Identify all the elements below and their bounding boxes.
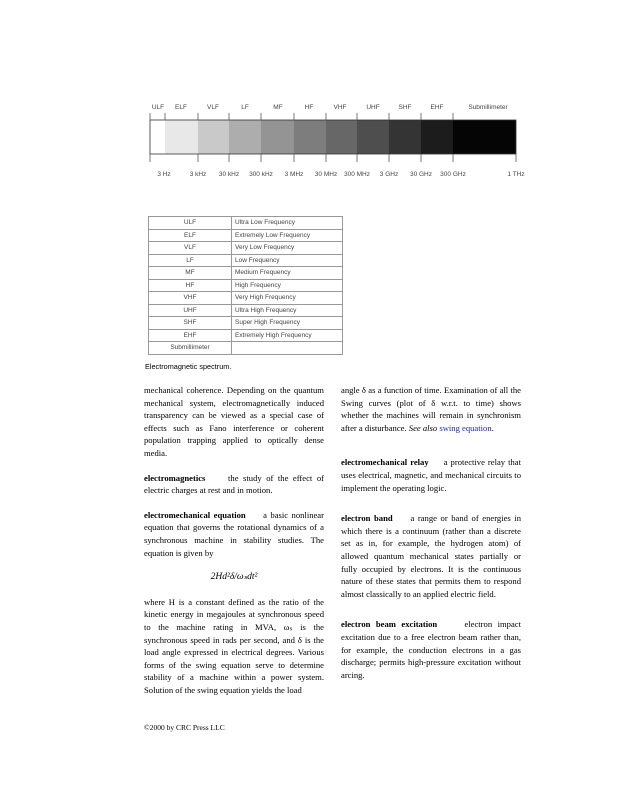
band-meaning: Low Frequency — [232, 254, 343, 267]
frequency-tick-label: 300 kHz — [249, 171, 273, 178]
frequency-band-table — [148, 216, 343, 355]
band-label: VHF — [333, 104, 347, 111]
table-row — [149, 304, 343, 317]
band-meaning: Ultra Low Frequency — [232, 217, 343, 230]
term: electromechanical relay — [341, 457, 429, 468]
band-meaning: Very Low Frequency — [232, 242, 343, 255]
band-abbreviation: ELF — [149, 229, 232, 242]
frequency-tick-label: 3 kHz — [189, 171, 207, 178]
band-meaning — [232, 342, 343, 355]
band-abbreviation: ULF — [149, 217, 232, 230]
table-row — [149, 279, 343, 292]
band-label: UHF — [366, 104, 380, 111]
band-abbreviation: MF — [149, 267, 232, 280]
frequency-tick-label: 1 THz — [507, 171, 525, 178]
band-ulf — [150, 120, 165, 154]
definition: the study of the effect of electric charges at rest and in motion. — [144, 472, 324, 496]
band-vlf — [198, 120, 229, 154]
table-row — [149, 329, 343, 342]
band-vhf — [326, 120, 357, 154]
entry-electron-band — [341, 512, 521, 600]
band-mf — [261, 120, 294, 154]
definition: a range or band of energies in which there is a continuum (rather than a discrete set as in, for example, the hydrogen atom) of allowed quantum mechanical states partially or fully occupied by electrons. It is the continuous nature of these states that permits them to respond almost classically to an applied electric field. — [341, 513, 521, 599]
band-label: MF — [273, 104, 283, 111]
spectrum-figure — [0, 0, 617, 200]
band-label: LF — [241, 104, 249, 111]
band-meaning: Medium Frequency — [232, 267, 343, 280]
band-meaning: Extremely Low Frequency — [232, 229, 343, 242]
frequency-tick-label: 30 kHz — [218, 171, 240, 178]
band-label: EHF — [430, 104, 444, 111]
table-row — [149, 229, 343, 242]
band-hf — [294, 120, 326, 154]
term: electron beam excitation — [341, 619, 438, 630]
entry-electromechanical-relay — [341, 456, 521, 494]
band-abbreviation: VLF — [149, 242, 232, 255]
band-label: Submillimeter — [468, 104, 508, 111]
term: electron band — [341, 513, 393, 524]
band-abbreviation: SHF — [149, 317, 232, 330]
table-row — [149, 317, 343, 330]
frequency-tick-label: 30 MHz — [314, 171, 338, 178]
frequency-tick-label: 300 MHz — [343, 171, 371, 178]
band-label: SHF — [398, 104, 412, 111]
left-column — [144, 384, 324, 696]
frequency-tick-label: 3 MHz — [284, 171, 304, 178]
see-also-link[interactable]: swing equation — [439, 422, 492, 433]
table-row — [149, 254, 343, 267]
figure-caption: Electromagnetic spectrum. — [145, 362, 232, 371]
band-label: HF — [304, 104, 314, 111]
table-row — [149, 217, 343, 230]
band-uhf — [357, 120, 389, 154]
band-meaning: High Frequency — [232, 279, 343, 292]
frequency-tick-label: 3 Hz — [157, 171, 171, 178]
continuation-text: mechanical coherence. Depending on the quantum mechanical system, electromagnetically induced transparency can be viewed as a special case of effects such as Fano interference or coherent population trapping applied to optically dense media. — [144, 385, 324, 458]
band-abbreviation: EHF — [149, 329, 232, 342]
band-abbreviation: Submillimeter — [149, 342, 232, 355]
band-elf — [165, 120, 198, 154]
band-label: VLF — [207, 104, 219, 111]
term: electromechanical equation — [144, 509, 246, 520]
band-ehf — [421, 120, 453, 154]
band-meaning: Very High Frequency — [232, 292, 343, 305]
equation-explanation: where H is a constant defined as the ratio of the kinetic energy in megajoules at synchronous speed to the machine rating in MVA, ωₛ is the synchronous speed in rads per second, and δ is the load angle expressed in electrical degrees. Various forms of the swing equation serve to determine stability of a machine within a power system. Solution of the swing equation yields the load — [144, 596, 324, 695]
see-also-label: See also — [408, 422, 438, 433]
table-row — [149, 267, 343, 280]
band-abbreviation: UHF — [149, 304, 232, 317]
table-row — [149, 242, 343, 255]
definition: a protective relay that uses electrical, magnetic, and mechanical circuits to implement the operating logic. — [341, 457, 522, 493]
band-abbreviation: LF — [149, 254, 232, 267]
entry-electromagnetics — [144, 472, 324, 497]
band-abbreviation: HF — [149, 279, 232, 292]
frequency-tick-label: 30 GHz — [409, 171, 433, 178]
table-row — [149, 342, 343, 355]
band-meaning: Extremely High Frequency — [232, 329, 343, 342]
band-lf — [229, 120, 261, 154]
entry-electron-beam-excitation — [341, 618, 521, 681]
term: electromagnetics — [144, 472, 206, 483]
copyright-footer: ©2000 by CRC Press LLC — [144, 723, 225, 732]
band-label: ELF — [175, 104, 187, 111]
entry-electromechanical-equation — [144, 509, 324, 559]
continuation-text: angle δ as a function of time. Examination of all the Swing curves (plot of δ w.r.t. to time) shows whether the machines will remain in synchronism after a disturbance. See also swing equation. — [341, 385, 521, 433]
band-meaning: Super High Frequency — [232, 317, 343, 330]
definition: a basic nonlinear equation that governs the rotational dynamics of a synchronous machine in stability studies. The equation is given by — [144, 509, 324, 558]
band-label: ULF — [151, 104, 165, 111]
definition: electron impact excitation due to a free electron beam rather than, for example, the conduction electrons in a gas discharge; permits high-pressure excitation without arcing. — [341, 619, 521, 680]
swing-equation: 2Hd²δ/ωₛdt² — [210, 572, 258, 583]
table-row — [149, 292, 343, 305]
right-column — [341, 384, 521, 681]
frequency-tick-label: 3 GHz — [379, 171, 399, 178]
band-meaning: Ultra High Frequency — [232, 304, 343, 317]
band-abbreviation: VHF — [149, 292, 232, 305]
band-submillimeter — [453, 120, 516, 154]
band-shf — [389, 120, 421, 154]
frequency-tick-label: 300 GHz — [440, 171, 466, 178]
